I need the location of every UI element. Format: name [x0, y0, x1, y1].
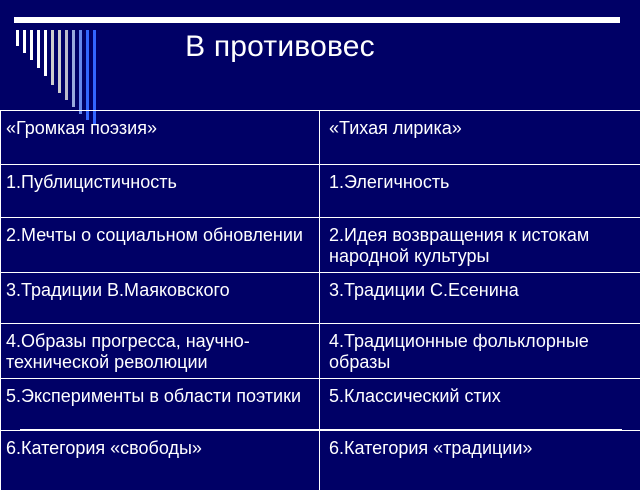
table-cell-right: 2.Идея возвращения к истокам народной культуры — [320, 218, 640, 273]
table-cell-left: 2.Мечты о социальном обновлении — [1, 218, 320, 273]
comparison-table — [0, 110, 640, 491]
table-cell-left: 4.Образы прогресса, научно-технической революции — [1, 324, 320, 379]
table-cell-right: 5.Классический стих — [320, 379, 640, 431]
slide-title: В противовес — [0, 30, 560, 64]
table-cell-right: 1.Элегичность — [320, 165, 640, 218]
table-header-row — [1, 111, 640, 165]
table-row — [1, 431, 640, 491]
table-cell-right: 3.Традиции С.Есенина — [320, 273, 640, 324]
table-row — [1, 324, 640, 379]
table-cell-left: 3.Традиции В.Маяковского — [1, 273, 320, 324]
header-quiet-lyrics: «Тихая лирика» — [320, 111, 640, 165]
header-loud-poetry: «Громкая поэзия» — [1, 111, 320, 165]
table-cell-left: 1.Публицистичность — [1, 165, 320, 218]
table-cell-left: 5.Эксперименты в области поэтики — [1, 379, 320, 431]
table-cell-left: 6.Категория «свободы» — [1, 431, 320, 491]
table-cell-right: 6.Категория «традиции» — [320, 431, 640, 491]
table-row — [1, 273, 640, 324]
table-row — [1, 165, 640, 218]
table-cell-right: 4.Традиционные фольклорные образы — [320, 324, 640, 379]
table-row — [1, 379, 640, 431]
table-row — [1, 218, 640, 273]
decorative-bottom-line — [20, 429, 622, 430]
